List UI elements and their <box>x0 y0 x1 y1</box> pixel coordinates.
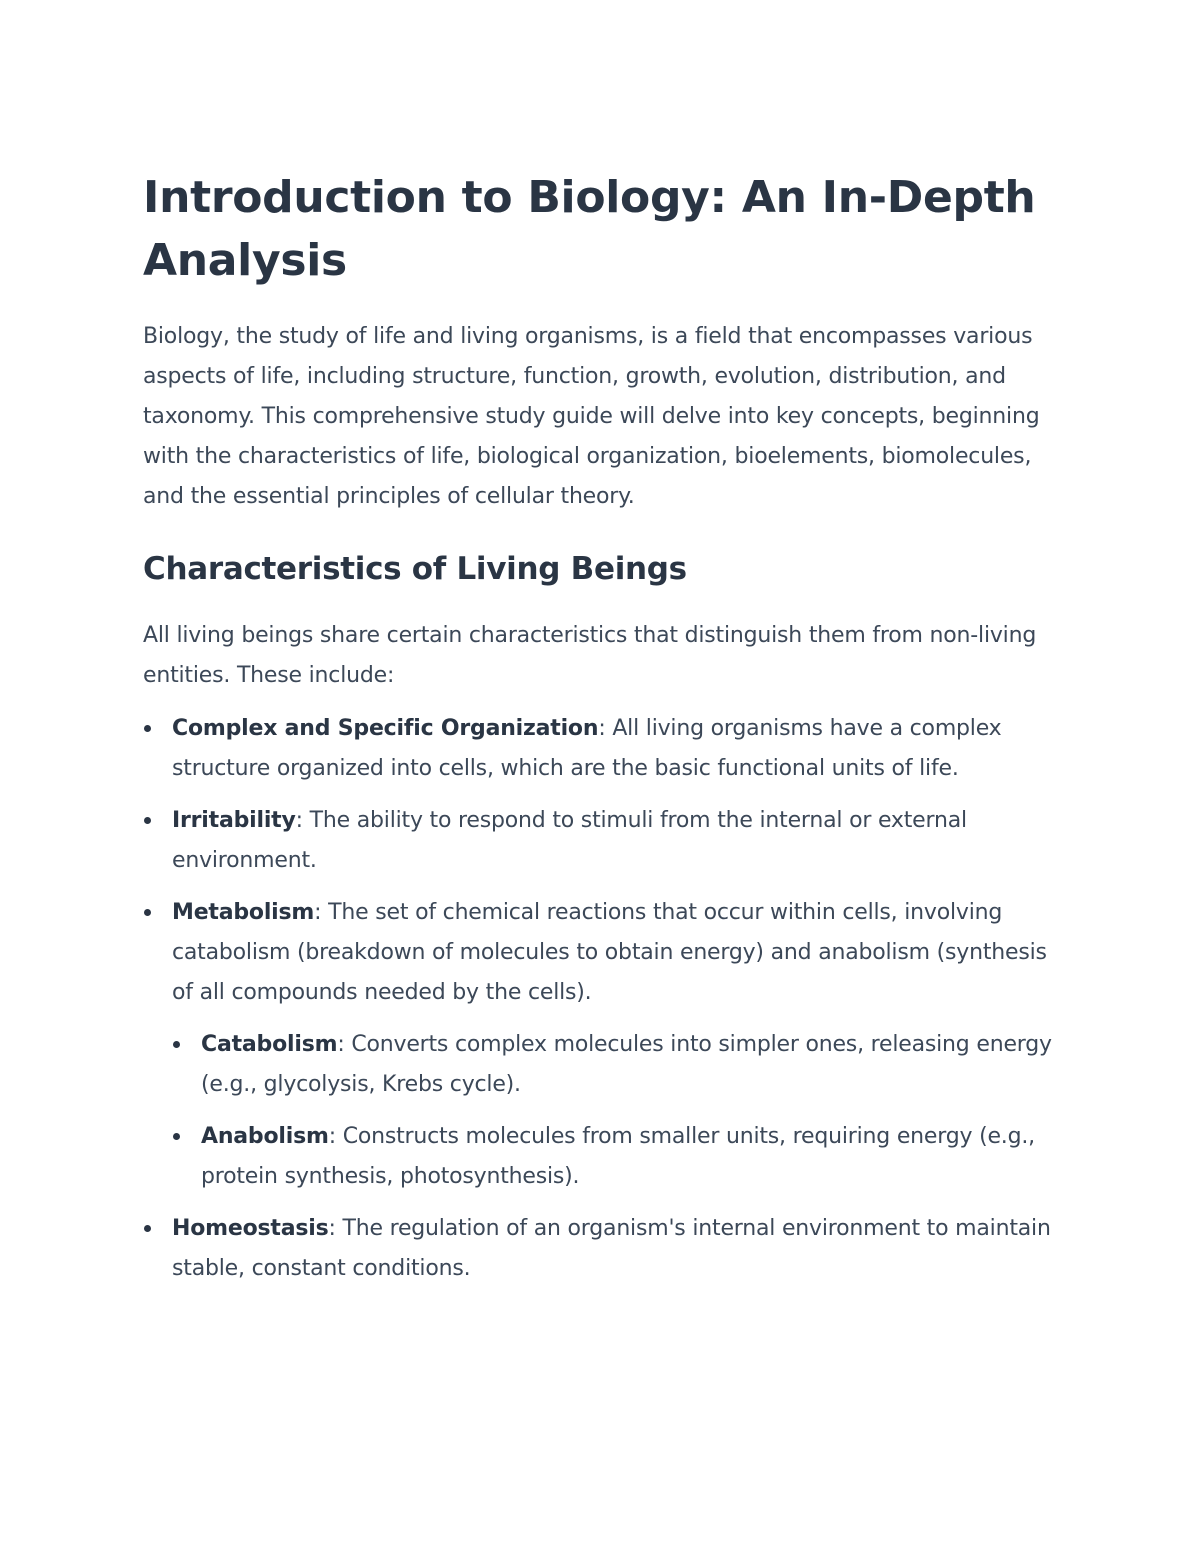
list-item-term: Complex and Specific Organization <box>172 716 599 741</box>
list-item-homeostasis <box>143 1209 1068 1289</box>
sublist-item-catabolism <box>172 1025 1068 1105</box>
bullet-icon <box>173 1133 180 1140</box>
list-item-term: Homeostasis <box>172 1216 329 1241</box>
list-item-text: : The set of chemical reactions that occur within cells, involving catabolism (breakdown of molecules to obtain energy) and anabolism (synthesis of all compounds needed by the cells). <box>172 900 1047 1005</box>
bullet-icon <box>144 1225 151 1232</box>
page-title: Introduction to Biology: An In-Depth Analysis <box>143 172 1036 286</box>
characteristics-list <box>143 709 1068 1289</box>
metabolism-sublist <box>172 1025 1068 1197</box>
list-item-term: Irritability <box>172 808 296 833</box>
list-item-term: Catabolism <box>201 1032 338 1057</box>
list-item-term: Metabolism <box>172 900 315 925</box>
list-item-organization <box>143 709 1068 789</box>
bullet-icon <box>144 817 151 824</box>
bullet-icon <box>144 725 151 732</box>
bullet-icon <box>173 1041 180 1048</box>
document-page <box>143 166 1068 1301</box>
list-item-text: : Converts complex molecules into simpler ones, releasing energy (e.g., glycolysis, Krebs cycle). <box>201 1032 1052 1097</box>
bullet-icon <box>144 909 151 916</box>
list-item-term: Anabolism <box>201 1124 329 1149</box>
list-item-text: : The ability to respond to stimuli from the internal or external environment. <box>172 808 967 873</box>
list-item-text: : The regulation of an organism's internal environment to maintain stable, constant conditions. <box>172 1216 1051 1281</box>
list-item-irritability <box>143 801 1068 881</box>
intro-paragraph: Biology, the study of life and living organisms, is a field that encompasses various aspects of life, including structure, function, growth, evolution, distribution, and taxonomy. This comprehensive study guide will delve into key concepts, beginning with the characteristics of life, biological organization, bioelements, biomolecules, and the essential principles of cellular theory. <box>143 324 1040 509</box>
section-lead-paragraph: All living beings share certain characteristics that distinguish them from non-living entities. These include: <box>143 623 1037 688</box>
section-heading-characteristics: Characteristics of Living Beings <box>143 551 687 587</box>
list-item-text: : Constructs molecules from smaller units, requiring energy (e.g., protein synthesis, photosynthesis). <box>201 1124 1035 1189</box>
list-item-metabolism <box>143 893 1068 1197</box>
sublist-item-anabolism <box>172 1117 1068 1197</box>
list-item-text: : All living organisms have a complex structure organized into cells, which are the basic functional units of life. <box>172 716 1002 781</box>
